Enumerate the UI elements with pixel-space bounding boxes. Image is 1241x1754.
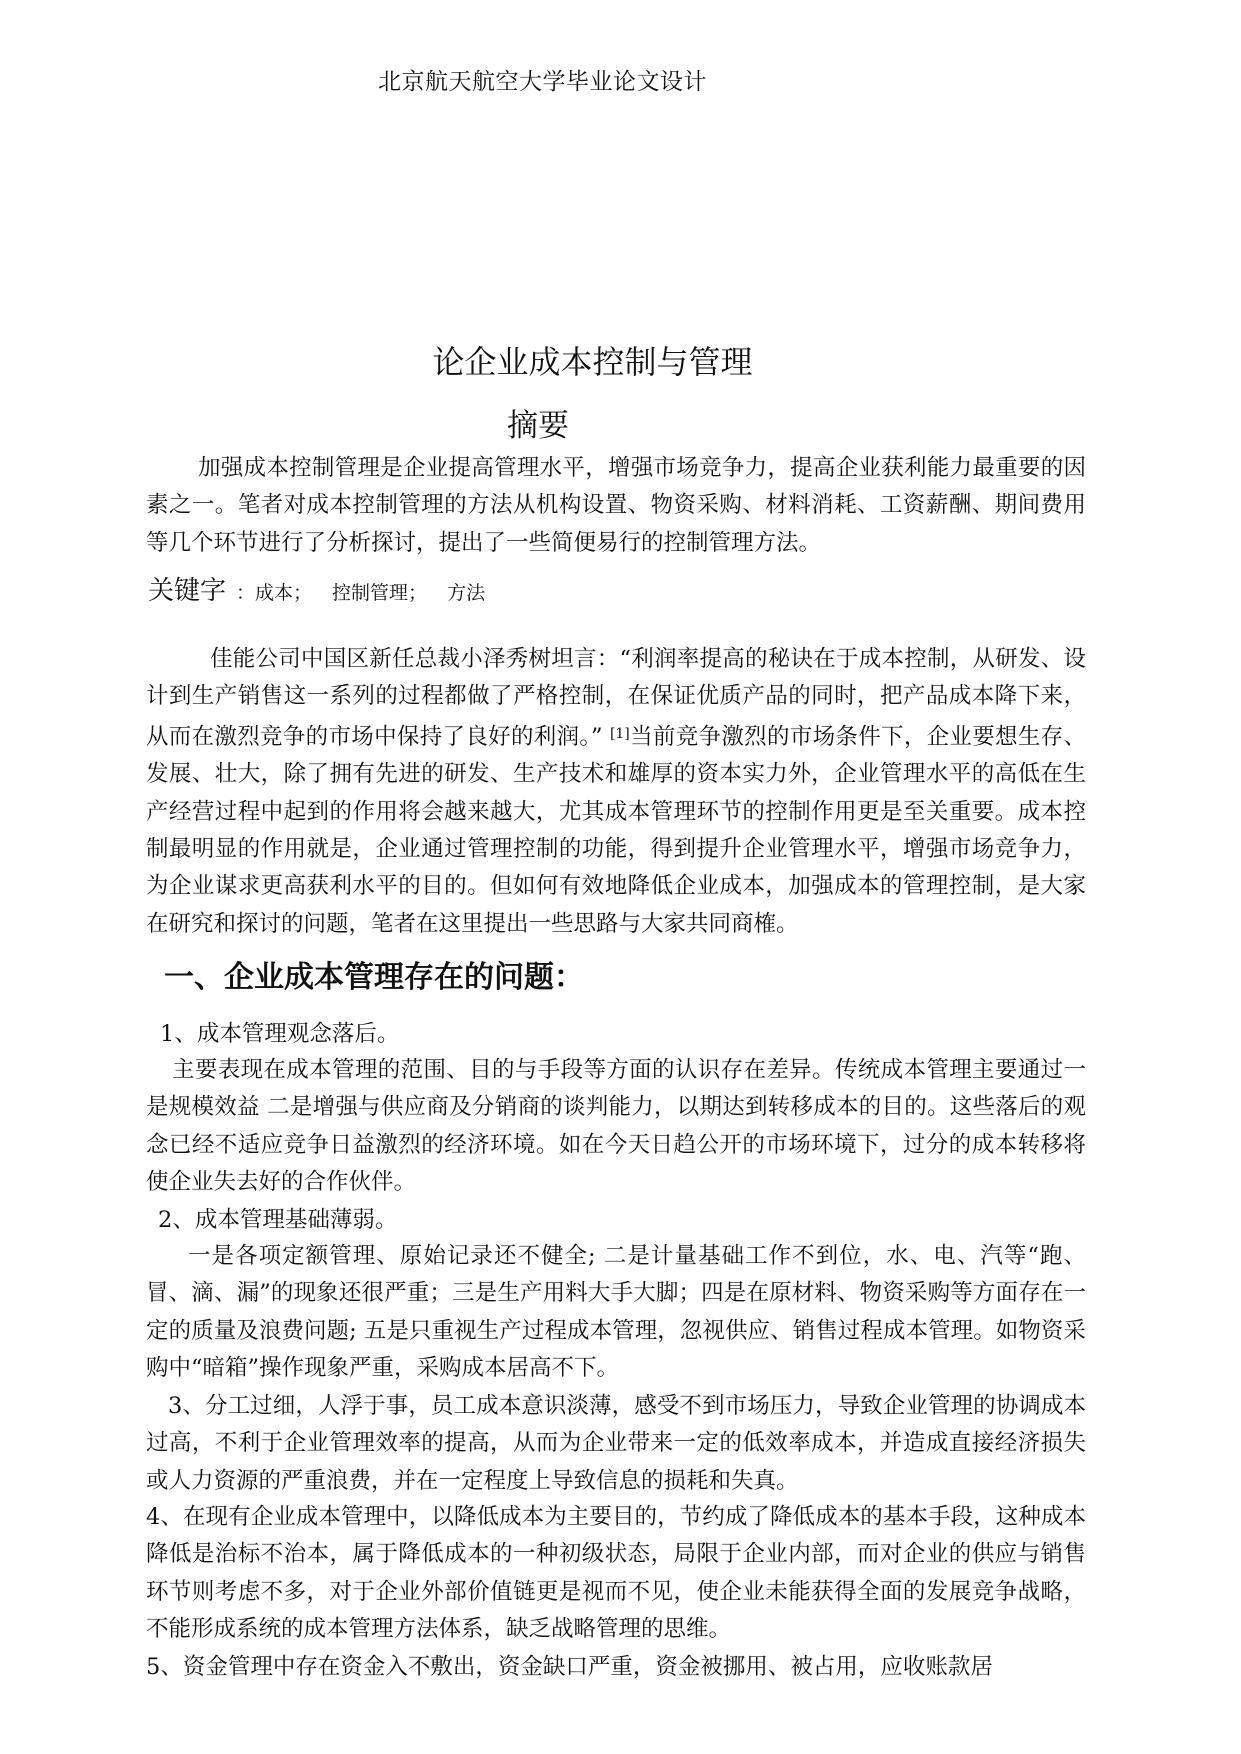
keywords-label: 关键字 (148, 576, 227, 606)
item2-title: 2、成本管理基础薄弱。 (158, 1207, 398, 1233)
section-heading: 一、企业成本管理存在的问题： (164, 960, 584, 995)
item2-text: 一是各项定额管理、原始记录还不健全; 二是计量基础工作不到位，水、电、汽等“跑、冒、滴、漏”的现象还很严重；三是生产用料大手大脚；四是在原材料、物资采购等方面存在一定的质量及浪费问题; 五是只重视生产过程成本管理，忽视供应、销售过程成本管理。如物资采购中“暗箱”操作现象严重，采购成本居高不下。 (146, 1243, 1086, 1382)
item1-title: 1、成本管理观念落后。 (160, 1021, 400, 1047)
page-header: 北京航天航空大学毕业论文设计 (378, 69, 707, 95)
abstract-text: 加强成本控制管理是企业提高管理水平，增强市场竞争力，提高企业获利能力最重要的因素之一。笔者对成本控制管理的方法从机构设置、物资采购、材料消耗、工资薪酬、期间费用等几个环节进行了分析探讨，提出了一些简便易行的控制管理方法。 (146, 455, 1086, 556)
citation-marker: [1] (609, 725, 630, 742)
item5-text: 5、资金管理中存在资金入不敷出，资金缺口严重，资金被挪用、被占用，应收账款居 (146, 1654, 993, 1680)
paper-title: 论企业成本控制与管理 (432, 343, 753, 381)
intro-paragraph (146, 641, 1086, 943)
item3-text: 3、分工过细，人浮于事，员工成本意识淡薄，感受不到市场压力，导致企业管理的协调成本过高，不利于企业管理效率的提高，从而为企业带来一定的低效率成本，并造成直接经济损失或人力资源的严重浪费，并在一定程度上导致信息的损耗和失真。 (146, 1393, 1086, 1494)
abstract-heading: 摘要 (507, 408, 569, 444)
intro-text-before-citation: 佳能公司中国区新任总裁小泽秀树坦言：“利润率提高的秘诀在于成本控制，从研发、设计到生产销售这一系列的过程都做了严格控制，在保证优质产品的同时，把产品成本降下来，从而在激烈竞争的市场中保持了良好的利润。” (146, 646, 1086, 750)
keywords-text: ：成本； 控制管理； 方法 (236, 582, 486, 604)
intro-text-after-citation: 当前竞争激烈的市场条件下，企业要想生存、发展、壮大，除了拥有先进的研发、生产技术和雄厚的资本实力外，企业管理水平的高低在生产经营过程中起到的作用将会越来越大，尤其成本管理环节的控制作用更是至关重要。成本控制最明显的作用就是，企业通过管理控制的功能，得到提升企业管理水平，增强市场竞争力，为企业谋求更高获利水平的目的。但如何有效地降低企业成本，加强成本的管理控制，是大家在研究和探讨的问题，笔者在这里提出一些思路与大家共同商榷。 (146, 723, 1086, 937)
keywords (148, 570, 485, 607)
item1-text: 主要表现在成本管理的范围、目的与手段等方面的认识存在差异。传统成本管理主要通过一是规模效益 二是增强与供应商及分销商的谈判能力，以期达到转移成本的目的。这些落后的观念已经不适应竞争日益激烈的经济环境。如在今天日趋公开的市场环境下，过分的成本转移将使企业失去好的合作伙伴。 (146, 1057, 1086, 1196)
item4-text: 4、在现有企业成本管理中，以降低成本为主要目的，节约成了降低成本的基本手段，这种成本降低是治标不治本，属于降低成本的一种初级状态，局限于企业内部，而对企业的供应与销售环节则考虑不多，对于企业外部价值链更是视而不见，使企业未能获得全面的发展竞争战略，不能形成系统的成本管理方法体系，缺乏战略管理的思维。 (146, 1504, 1086, 1643)
